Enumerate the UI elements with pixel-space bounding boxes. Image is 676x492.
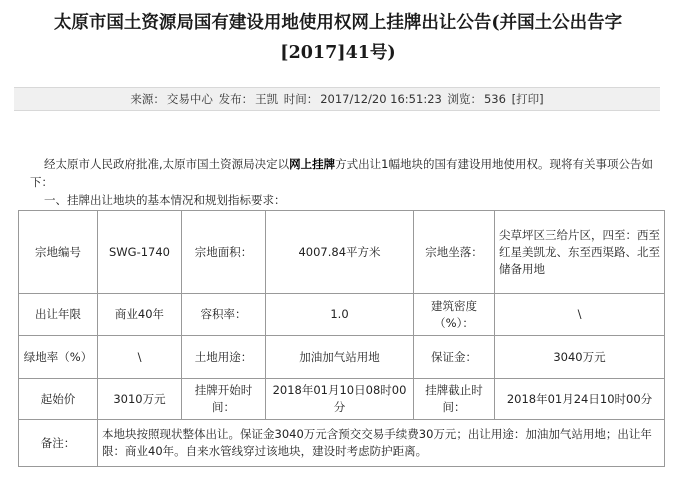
table-row bbox=[19, 336, 665, 379]
end-time-value: 2018年01月24日10时00分 bbox=[495, 379, 665, 420]
views-label: 浏览： bbox=[447, 92, 482, 106]
time-value: 2017/12/20 16:51:23 bbox=[320, 92, 442, 106]
intro-before: 经太原市人民政府批准,太原市国土资源局决定以 bbox=[44, 157, 290, 171]
intro-text bbox=[30, 155, 666, 209]
source-value: 交易中心 bbox=[166, 92, 213, 106]
table-row bbox=[19, 211, 665, 294]
location-value: 尖草坪区三给片区，四至：西至红星美凯龙、东至西渠路、北至储备用地 bbox=[495, 211, 665, 294]
start-price-label: 起始价 bbox=[19, 379, 98, 420]
start-time-value: 2018年01月10日08时00分 bbox=[266, 379, 414, 420]
table-row bbox=[19, 294, 665, 336]
green-label: 绿地率（%） bbox=[19, 336, 98, 379]
use-label: 土地用途： bbox=[182, 336, 266, 379]
deposit-label: 保证金： bbox=[414, 336, 495, 379]
use-value: 加油加气站用地 bbox=[266, 336, 414, 379]
intro-after: 方式出让1幅地块的国有建设用地使用权。现将有关事项公告如下： bbox=[30, 157, 653, 189]
density-value: \ bbox=[495, 294, 665, 336]
start-price-value: 3010万元 bbox=[98, 379, 182, 420]
green-value: \ bbox=[98, 336, 182, 379]
deposit-value: 3040万元 bbox=[495, 336, 665, 379]
end-time-label: 挂牌截止时间： bbox=[414, 379, 495, 420]
intro-paragraph bbox=[30, 155, 666, 191]
announcement-title bbox=[0, 8, 676, 68]
time-label: 时间： bbox=[283, 92, 319, 106]
title-line-2: [2017]41号) bbox=[280, 43, 396, 63]
print-link[interactable]: [打印] bbox=[511, 92, 544, 106]
area-label: 宗地面积： bbox=[182, 211, 266, 294]
location-label: 宗地坐落： bbox=[414, 211, 495, 294]
area-value: 4007.84平方米 bbox=[266, 211, 414, 294]
parcel-info-table bbox=[18, 210, 665, 467]
remarks-value: 本地块按照现状整体出让。保证金3040万元含预交交易手续费30万元；出让用途：加油加气站用地；出让年限：商业40年。自来水管线穿过该地块，建设时考虑防护距离。 bbox=[98, 420, 665, 467]
parcel-no-label: 宗地编号 bbox=[19, 211, 98, 294]
density-label: 建筑密度（%）： bbox=[414, 294, 495, 336]
views-count: 536 bbox=[483, 92, 506, 106]
source-label: 来源： bbox=[130, 92, 165, 106]
intro-bold: 网上挂牌 bbox=[289, 157, 336, 171]
meta-bar bbox=[14, 87, 660, 111]
term-value: 商业40年 bbox=[98, 294, 182, 336]
title-line-1: 太原市国土资源局国有建设用地使用权网上挂牌出让公告(并国土公出告字 bbox=[53, 13, 623, 33]
section-title: 一、挂牌出让地块的基本情况和规划指标要求： bbox=[44, 193, 286, 207]
term-label: 出让年限 bbox=[19, 294, 98, 336]
publisher-label: 发布： bbox=[218, 92, 254, 106]
remarks-label: 备注： bbox=[19, 420, 98, 467]
table-row bbox=[19, 379, 665, 420]
parcel-no-value: SWG-1740 bbox=[98, 211, 182, 294]
start-time-label: 挂牌开始时间： bbox=[182, 379, 266, 420]
table-row bbox=[19, 420, 665, 467]
far-label: 容积率： bbox=[182, 294, 266, 336]
far-value: 1.0 bbox=[266, 294, 414, 336]
publisher-value: 王凯 bbox=[255, 92, 279, 106]
